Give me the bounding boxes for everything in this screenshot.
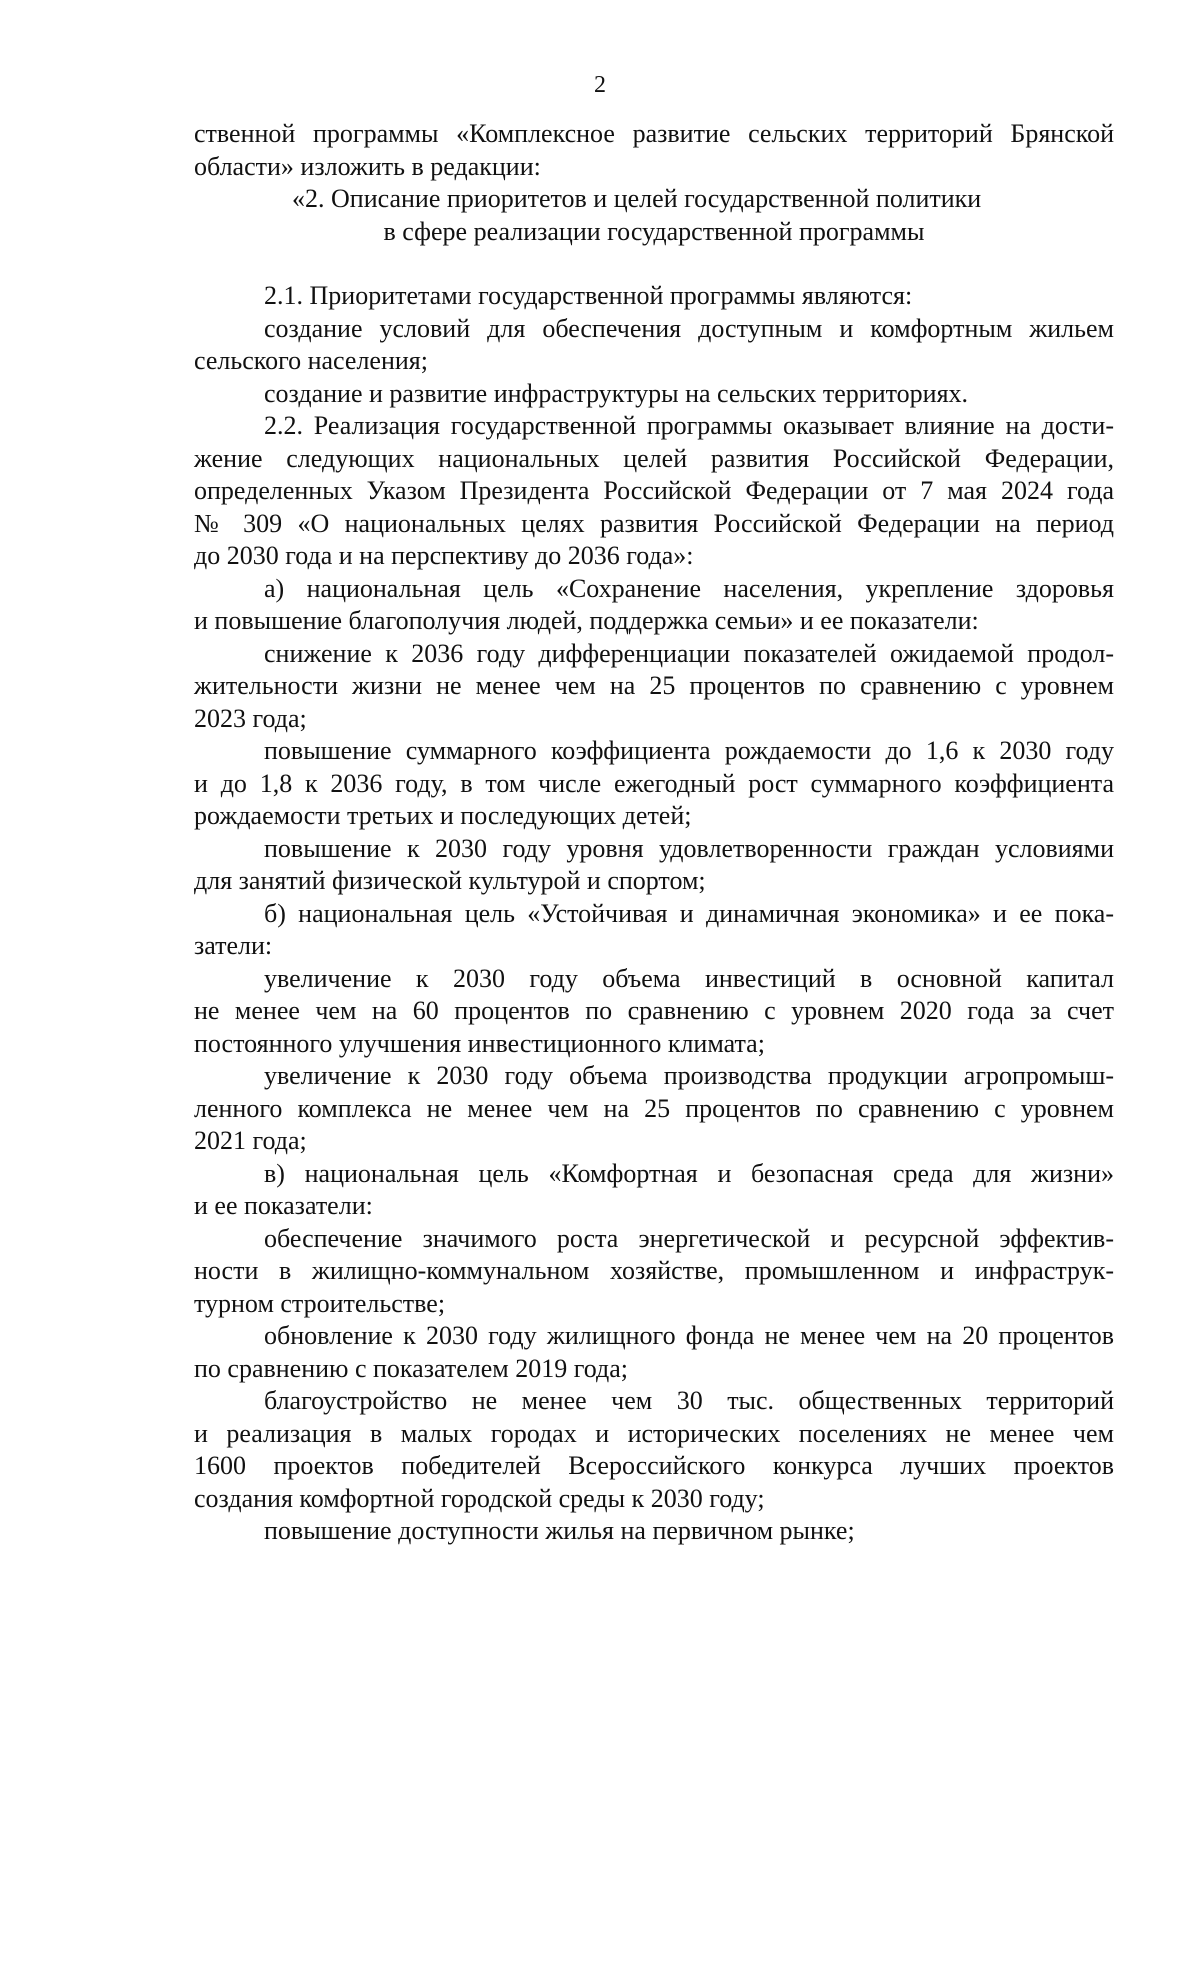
paragraph-line: для занятий физической культурой и спортом;	[194, 866, 706, 895]
paragraph-line: не менее чем на 60 процентов по сравнению с уровнем 2020 года за счет	[194, 996, 1114, 1025]
paragraph-line: и ее показатели:	[194, 1191, 373, 1220]
paragraph-line: ленного комплекса не менее чем на 25 процентов по сравнению с уровнем	[194, 1093, 1114, 1123]
paragraph-line: по сравнению с показателем 2019 года;	[194, 1353, 628, 1383]
paragraph-line: повышение суммарного коэффициента рождаемости до 1,6 к 2030 году	[264, 736, 1114, 765]
paragraph-line: и до 1,8 к 2036 году, в том числе ежегодный рост суммарного коэффициента	[194, 768, 1114, 798]
document-text	[194, 118, 1114, 1548]
paragraph-line: повышение доступности жилья на первичном рынке;	[264, 1516, 855, 1545]
paragraph-line: обновление к 2030 году жилищного фонда не менее чем на 20 процентов	[264, 1321, 1114, 1350]
paragraph-line: обеспечение значимого роста энергетической и ресурсной эффектив-	[264, 1223, 1114, 1253]
paragraph-line: затели:	[194, 931, 273, 960]
paragraph-line: в) национальная цель «Комфортная и безопасная среда для жизни»	[264, 1158, 1114, 1188]
paragraph-line: снижение к 2036 году дифференциации показателей ожидаемой продол-	[264, 638, 1114, 668]
paragraph-line: жительности жизни не менее чем на 25 процентов по сравнению с уровнем	[194, 671, 1114, 700]
paragraph-line: создание и развитие инфраструктуры на сельских территориях.	[264, 378, 969, 408]
section-heading-line: «2. Описание приоритетов и целей государственной политики	[292, 184, 982, 213]
paragraph-line: сельского населения;	[194, 346, 428, 375]
paragraph-line: повышение к 2030 году уровня удовлетворенности граждан условиями	[264, 833, 1114, 863]
paragraph-line: увеличение к 2030 году объема производства продукции агропромыш-	[264, 1061, 1114, 1090]
paragraph-line: и реализация в малых городах и исторических поселениях не менее чем	[194, 1418, 1114, 1448]
paragraph-line: б) национальная цель «Устойчивая и динамичная экономика» и ее пока-	[264, 898, 1114, 928]
paragraph-line: рождаемости третьих и последующих детей;	[194, 801, 692, 830]
paragraph-line: 2021 года;	[194, 1126, 307, 1155]
paragraph-line: и повышение благополучия людей, поддержка семьи» и ее показатели:	[194, 606, 979, 635]
paragraph-line: а) национальная цель «Сохранение населения, укрепление здоровья	[264, 573, 1114, 603]
intro-line: ственной программы «Комплексное развитие сельских территорий Брянской	[194, 119, 1114, 148]
paragraph-line: благоустройство не менее чем 30 тыс. общественных территорий	[264, 1386, 1114, 1415]
paragraph-line: создания комфортной городской среды к 2030 году;	[194, 1483, 765, 1513]
paragraph-line: постоянного улучшения инвестиционного климата;	[194, 1028, 765, 1058]
paragraph-line: ности в жилищно-коммунальном хозяйстве, промышленном и инфраструк-	[194, 1256, 1114, 1285]
blank-line	[194, 248, 1114, 280]
intro-line: области» изложить в редакции:	[194, 151, 541, 181]
paragraph-line: создание условий для обеспечения доступным и комфортным жильем	[264, 313, 1114, 343]
paragraph-line: жение следующих национальных целей развития Российской Федерации,	[194, 443, 1114, 473]
paragraph-line: № 309 «О национальных целях развития Российской Федерации на период	[194, 508, 1114, 538]
paragraph-line: 1600 проектов победителей Всероссийского конкурса лучших проектов	[194, 1451, 1114, 1480]
page-number: 2	[594, 72, 606, 98]
paragraph-line: определенных Указом Президента Российской Федерации от 7 мая 2024 года	[194, 476, 1114, 505]
paragraph-line: 2.2. Реализация государственной программы оказывает влияние на дости-	[264, 411, 1114, 440]
paragraph-line: турном строительстве;	[194, 1288, 446, 1318]
paragraph-line: 2.1. Приоритетами государственной программы являются:	[264, 281, 913, 310]
paragraph-line: 2023 года;	[194, 703, 307, 733]
section-heading-line: в сфере реализации государственной программы	[383, 216, 925, 246]
paragraph-line: увеличение к 2030 году объема инвестиций в основной капитал	[264, 963, 1114, 993]
paragraph-line: до 2030 года и на перспективу до 2036 года»:	[194, 541, 694, 570]
